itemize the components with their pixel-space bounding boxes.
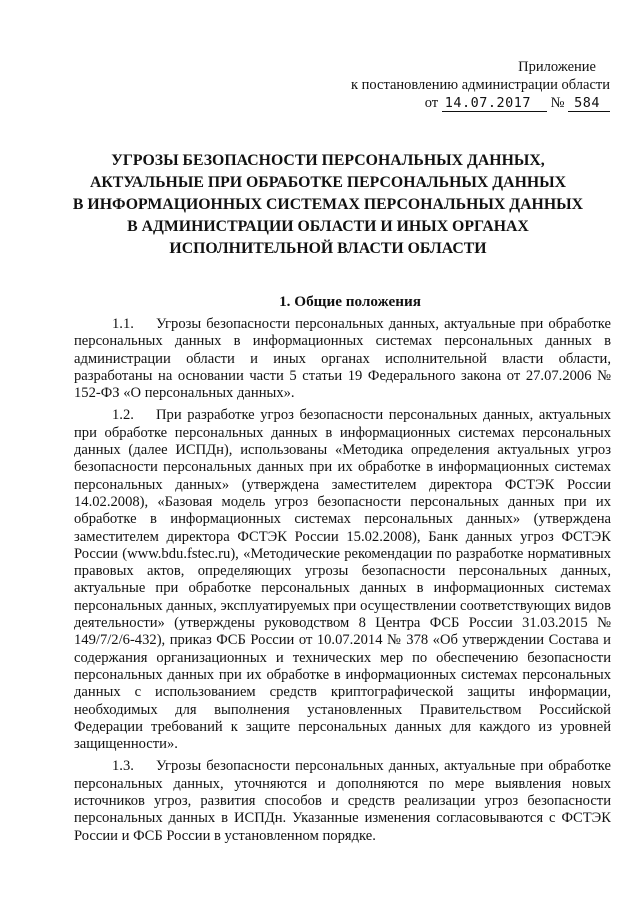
appendix-reference: к постановлению администрации области: [350, 77, 610, 93]
appendix-title: Приложение: [518, 59, 596, 75]
heading-line: В ИНФОРМАЦИОННЫХ СИСТЕМАХ ПЕРСОНАЛЬНЫХ ДАННЫХ: [72, 196, 584, 213]
heading-line: В АДМИНИСТРАЦИИ ОБЛАСТИ И ИНЫХ ОРГАНАХ: [127, 218, 529, 235]
paragraph-text: Угрозы безопасности персональных данных, актуальные при обработке персональных данных в информационных системах персональных данных в администрации области и иных органах исполнительной власти области, разработаны на основании части 5 статьи 19 Федерального закона от 27.07.2006 № 152-ФЗ «О персональных данных».: [74, 316, 611, 402]
paragraph-number: 1.1.: [112, 316, 134, 332]
paragraph-1-3: [74, 758, 611, 844]
appendix-block: [351, 58, 610, 112]
section-title: 1. Общие положения: [279, 293, 421, 310]
body-text: [74, 316, 611, 845]
appendix-date-number: [351, 94, 610, 112]
heading-line: АКТУАЛЬНЫЕ ПРИ ОБРАБОТКЕ ПЕРСОНАЛЬНЫХ ДАННЫХ: [89, 174, 567, 191]
paragraph-text: При разработке угроз безопасности персональных данных, актуальных при обработке персональных данных в информационных системах персональных данных (далее ИСПДн), использованы «Методика определения актуальных угроз безопасности персональных данных при их обработке в информационных системах персональных данных» (утверждена заместителем директора ФСТЭК России 14.02.2008), «Базовая модель угроз безопасности персональных данных при их обработке в информационных системах персональных данных» (утверждена заместителем директора ФСТЭК России 15.02.2008), Банк данных угроз ФСТЭК России (www.bdu.fstec.ru), «Методические рекомендации по разработке нормативных правовых актов, определяющих угрозы безопасности персональных данных, актуальные при обработке персональных данных в информационных системах персональных данных, эксплуатируемых при осуществлении соответствующих видов деятельности» (утверждены руководством 8 Центра ФСБ России 31.03.2015 № 149/7/2/6-432), приказ ФСБ России от 10.07.2014 № 378 «Об утверждении Состава и содержания организационных и технических мер по обеспечению безопасности персональных данных при их обработке в информационных системах персональных данных с использованием средств криптографической защиты информации, необходимых для выполнения установленных Правительством Российской Федерации требований к защите персональных данных для каждого из уровней защищенности».: [74, 407, 611, 753]
paragraph-number: 1.2.: [112, 407, 134, 424]
document-heading: [60, 150, 596, 260]
paragraph-1-1: [74, 316, 611, 402]
decree-number: 584: [568, 95, 610, 112]
number-label: №: [550, 95, 565, 111]
paragraph-1-2: [74, 407, 611, 753]
paragraph-number: 1.3.: [112, 758, 134, 775]
heading-line: УГРОЗЫ БЕЗОПАСНОСТИ ПЕРСОНАЛЬНЫХ ДАННЫХ,: [111, 152, 545, 169]
decree-date: 14.07.2017: [442, 95, 547, 112]
paragraph-text: Угрозы безопасности персональных данных, актуальные при обработке персональных данных, уточняются и дополняются по мере выявления новых источников угроз, развития способов и средств реализации угроз безопасности персональных данных в ИСПДн. Указанные изменения согласовываются с ФСТЭК России и ФСБ России в установленном порядке.: [74, 758, 611, 844]
from-label: от: [424, 95, 439, 111]
heading-line: ИСПОЛНИТЕЛЬНОЙ ВЛАСТИ ОБЛАСТИ: [169, 240, 487, 257]
